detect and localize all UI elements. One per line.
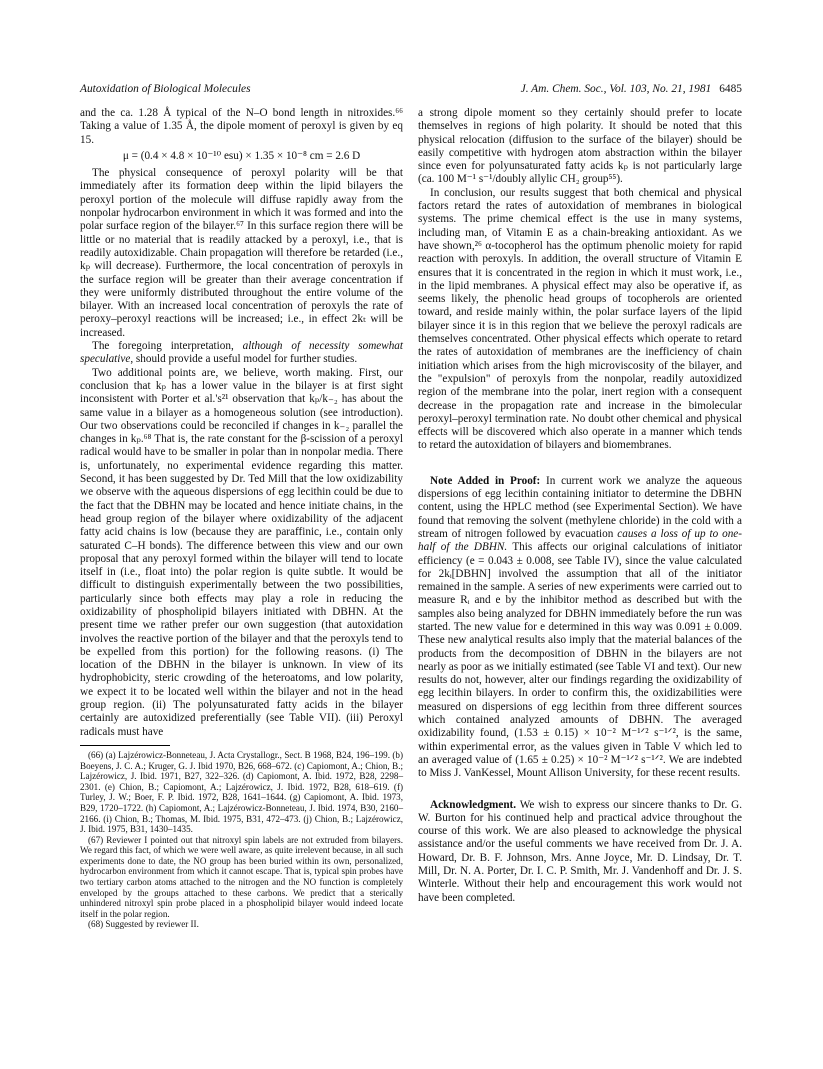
running-header	[80, 83, 742, 97]
equation-15: μ = (0.4 × 4.8 × 10⁻¹⁰ esu) × 1.35 × 10⁻⁸ cm = 2.6 D	[122, 149, 361, 162]
acknowledgment: Acknowledgment. We wish to express our sincere thanks to Dr. G. W. Burton for his continued help and practical advice throughout the course of this work. We are also pleased to acknowledge the physical assistance and/or the useful comments we have received from Dr. J. A. Howard, Dr. B. F. Johnson, Mrs. Anne Joyce, Mr. D. Lindsay, Dr. T. Mill, Dr. N. A. Porter, Dr. I. C. P. Smith, Mr. J. Vandenhoff and Dr. J. S. Winterle. Without their help and encouragement this work would not have been completed.	[418, 798, 742, 904]
paragraph: a strong dipole moment so they certainly should prefer to locate themselves in regions of high polarity. It should be noted that this physical relocation (diffusion to the surface of the bilayer) should be easily competitive with hydrogen atom abstraction within the bilayer since even for polyunsaturated fatty acids kₚ is not particularly large (ca. 100 M⁻¹ s⁻¹/doubly allylic CH₂ group⁵⁵).	[418, 107, 742, 186]
note-added-in-proof: Note Added in Proof: In current work we analyze the aqueous dispersions of egg lecithin containing initiator to determine the DBHN content, using the HPLC method (see Experimental Section). We have found that removing the solvent (methylene chloride) in the cold with a stream of nitrogen followed by evacuation causes a loss of up to one-half of the DBHN. This affects our original calculations of initiator efficiency (e = 0.043 ± 0.008, see Table IV), since the value calculated for 2kᵢ[DBHN] involved the assumption that all of the initiator remained in the sample. A series of new experiments were carried out to measure Rᵢ and e by the inhibitor method as described but with the samples also being analyzed for DBHN immediately before the run was started. The new value for e determined in this way was 0.091 ± 0.009. These new analytical results also imply that the material balances of the products from the decomposition of DBHN in the bilayers are not nearly as poor as we initially estimated (see Table VI and text). Our new results do not, however, alter our findings regarding the oxidizability of egg lecithin bilayers. In order to confirm this, the oxidizabilities were measured on dispersions of egg lecithin from three different sources which contained analyzed amounts of DBHN. The averaged oxidizability found, (1.53 ± 0.15) × 10⁻² M⁻¹ᐟ² s⁻¹ᐟ², is the same, within experimental error, as the values given in Table V which led to an averaged value of (1.65 ± 0.25) × 10⁻² M⁻¹ᐟ² s⁻¹ᐟ². We are indebted to Miss J. VanKessel, Mount Allison University, for these recent results.	[418, 474, 742, 780]
footnote-66: (66) (a) Lajzérowicz-Bonneteau, J. Acta Crystallogr., Sect. B 1968, B24, 196–199. (b) Boeyens, J. C. A.; Kruger, G. J. Ibid 1970, B26, 668–672. (c) Capiomont, A.; Chion, B.; Lajzérowicz, J. Ibid. 1971, B27, 322–326. (d) Capiomont, A. Ibid. 1972, B28, 2298–2301. (e) Chion, B.; Capiomont, A.; Lajzérowicz, J. Ibid. 1972, B28, 618–619. (f) Turley, J. W.; Boer, F. P. Ibid. 1972, B28, 1641–1644. (g) Capiomont, A. Ibid. 1973, B29, 1720–1722. (h) Capiomont, A.; Lajzérowicz-Bonneteau, J. Ibid. 1974, B30, 2160–2166. (i) Chion, B.; Thomas, M. Ibid. 1975, B31, 472–473. (j) Chion, B.; Lajzérowicz, J. Ibid. 1975, B31, 1430–1435.	[80, 749, 403, 835]
page-number: 6485	[719, 83, 742, 95]
paragraph: Two additional points are, we believe, worth making. First, our conclusion that kₚ has a lower value in the bilayer is at first sight inconsistent with Porter et al.'s²¹ observation that kₚ/k₋₂ has about the same value in a bilayer as a homogeneous solution (see introduction). Our two observations could be reconciled if changes in k₋₂ parallel the changes in kₚ.⁶⁸ That is, the rate constant for the β-scission of a peroxyl radical would have to be smaller in polar than in nonpolar media. There is, unfortunately, no experimental evidence regarding this matter. Second, it has been suggested by Dr. Ted Mill that the low oxidizability we observe with the aqueous dispersions of egg lecithin could be due to the fact that the DBHN may be located and hence initiate chains, in the head group region of the bilayer where oxidizability of the adjacent fatty acid chains is low (because they are paraffinic, i.e., contain only saturated C–H bonds). The difference between this view and our own proposal that any peroxyl formed within the bilayer will tend to locate itself in (i.e., float into) the polar region is quite subtle. It would be difficult to distinguish experimentally between the two possibilities, particularly since both effects may play a role in reducing the oxidizability of phospholipid bilayers initiated with DBHN. At the present time we rather prefer our own suggestion (that autoxidation involves the reactive portion of the bilayer and that the peroxyls tend to be expelled from this portion) for the following reasons. (i) The location of the DBHN in the bilayer is unknown. In view of its hydrophobicity, steric crowding of the heteroatoms, and low polarity, we expect it to be located well within the bilayer and not in the head group region. (ii) The polyunsaturated fatty acids in the bilayer certainly are autoxidized preferentially (see Table VII). (iii) Peroxyl radicals must have	[80, 366, 403, 738]
paragraph: In conclusion, our results suggest that both chemical and physical factors retard the rates of autoxidation of membranes in biological systems. The prime chemical effect is the use in many systems, including man, of Vitamin E as a chain-breaking antioxidant. As we have shown,²⁶ α-tocopherol has the optimum phenolic moiety for rapid reaction with peroxyls. In addition, the overall structure of Vitamin E ensures that it is concentrated in the region in which it must work, i.e., in the lipid membranes. A physical effect may also be operative if, as seems likely, the phenolic head groups of tocopherols are oriented toward, and reside mainly within, the polar surface layers of the lipid bilayer since it is in this region that we believe the peroxyl radicals are themselves concentrated. Other physical effects which operate to retard the rates of autoxidation of membranes are the inefficiency of chain initiation which arises from the high microviscosity of the bilayer, and the "expulsion" of peroxyls from the nonpolar, readily autoxidized region of the membrane into the polar, inert region with a consequent decrease in the propagation rate and increase in the bimolecular peroxyl–peroxyl termination rate. No doubt other chemical and physical effects will be discovered which also operate in a manner which tends to retard the autoxidation of bilayers and biomembranes.	[418, 186, 742, 452]
right-column	[418, 107, 742, 905]
header-journal: J. Am. Chem. Soc., Vol. 103, No. 21, 1981	[520, 83, 712, 95]
footnote-rule	[80, 745, 170, 746]
left-column	[80, 107, 403, 930]
header-journal-block	[521, 83, 742, 95]
paragraph: and the ca. 1.28 Å typical of the N–O bond length in nitroxides.⁶⁶ Taking a value of 1.35 Å, the dipole moment of peroxyl is given by eq 15.	[80, 107, 403, 146]
header-title: Autoxidation of Biological Molecules	[80, 83, 251, 95]
footnotes	[80, 750, 403, 930]
section-gap	[418, 453, 742, 475]
section-gap	[418, 781, 742, 799]
footnote-68: (68) Suggested by reviewer II.	[88, 919, 199, 930]
footnote-67: (67) Reviewer I pointed out that nitroxyl spin labels are not extruded from bilayers. We regard this fact, of which we were well aware, as quite irrelevent because, in all such experiments done to date, the NO group has been buried within its own, personalized, hydrocarbon environment from which it cannot escape. That is, typical spin probes have two tertiary carbon atoms attached to the nitrogen and the NO function is completely enveloped by the groups attached to these carbons. We predict that a sterically unhindered nitroxyl spin probe placed in a phospholipid bilayer would indeed locate itself in the polar region.	[80, 834, 403, 919]
paragraph: The physical consequence of peroxyl polarity will be that immediately after its formation deep within the lipid bilayers the peroxyl portion of the molecule will diffuse rapidly away from the nonpolar hydrocarbon environment in which it was formed and into the polar surface region of the bilayer.⁶⁷ In this surface region there will be little or no material that is readily attacked by a peroxyl, i.e., that is readily autoxidizable. Chain propagation will therefore be retarded (i.e., kₚ will decrease). Furthermore, the local concentration of peroxyls in the surface region will be greater than their average concentration if they were uniformly distributed throughout the entire volume of the bilayer. With an increased local concentration of peroxyls the rate of peroxy–peroxyl reactions will be increased; i.e., in effect 2kₜ will be increased.	[80, 167, 403, 339]
paragraph: The foregoing interpretation, although of necessity somewhat speculative, should provide a useful model for further studies.	[80, 340, 403, 366]
